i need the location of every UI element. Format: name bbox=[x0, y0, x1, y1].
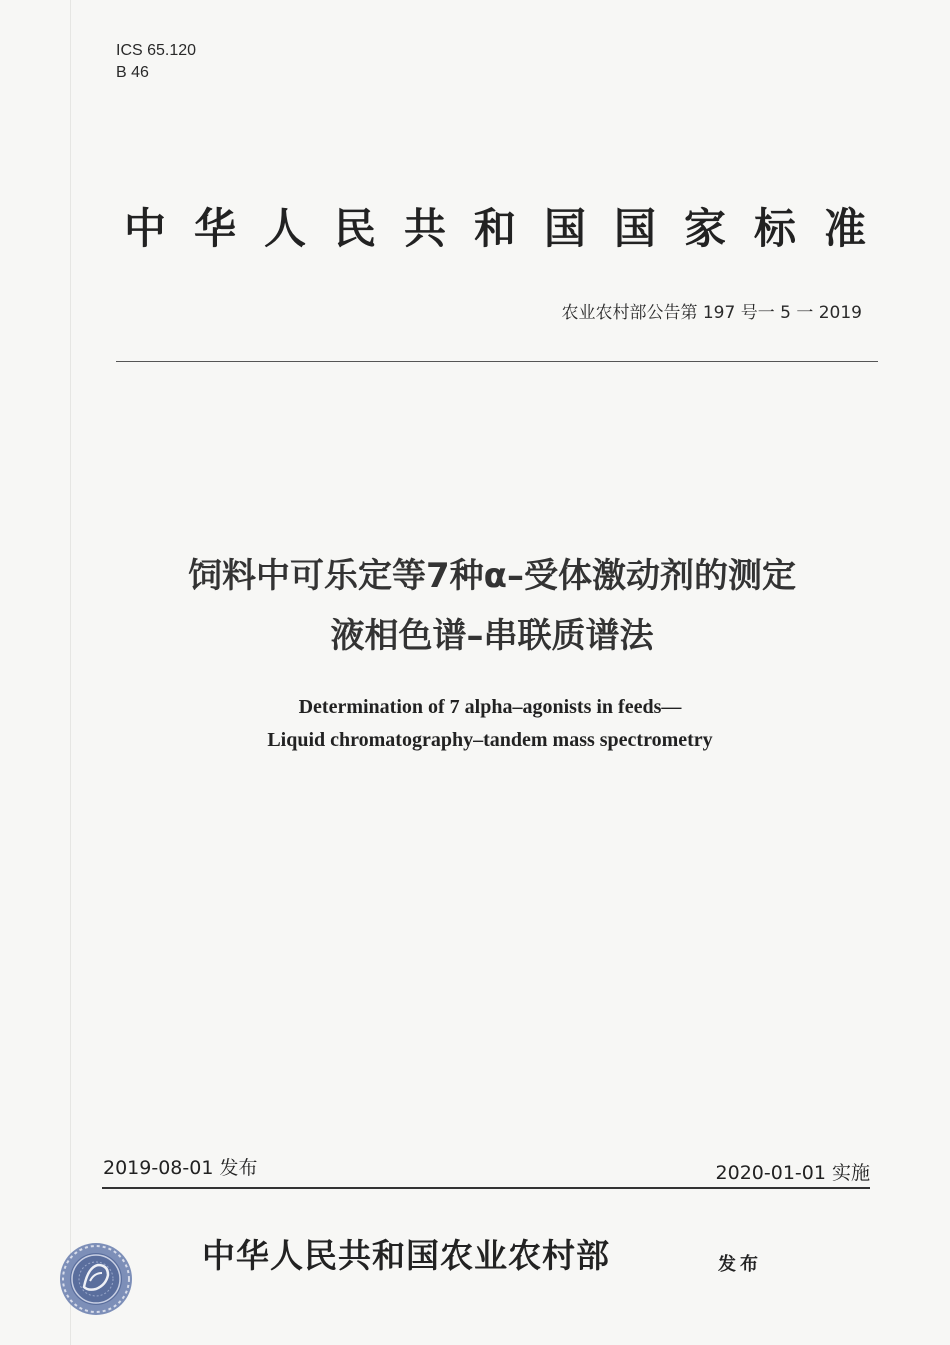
classification-codes bbox=[116, 40, 196, 84]
english-title-line-1: Determination of 7 alpha–agonists in feeds— bbox=[298, 696, 682, 718]
standard-number: 农业农村部公告第 197 号一 5 一 2019 bbox=[561, 303, 862, 323]
implementation-date: 2020-01-01 实施 bbox=[715, 1162, 870, 1184]
page-edge bbox=[70, 0, 71, 1345]
issuing-ministry: 中华人民共和国农业农村部 bbox=[202, 1236, 610, 1275]
footer-divider bbox=[102, 1187, 870, 1189]
chinese-title-line-1: 饲料中可乐定等7种α–受体激动剂的测定 bbox=[187, 556, 796, 596]
ministry-seal-icon bbox=[58, 1241, 134, 1317]
ics-code: ICS 65.120 bbox=[116, 42, 197, 59]
national-standard-title: 中华人民共和国国家标准 bbox=[124, 204, 895, 253]
issue-date: 2019-08-01 发布 bbox=[103, 1157, 258, 1179]
english-title-line-2: Liquid chromatography–tandem mass spectrometry bbox=[267, 729, 713, 751]
publish-label: 发布 bbox=[718, 1254, 762, 1275]
ccs-code: B 46 bbox=[116, 64, 149, 81]
header-divider bbox=[116, 361, 878, 362]
chinese-title-line-2: 液相色谱–串联质谱法 bbox=[330, 616, 654, 656]
